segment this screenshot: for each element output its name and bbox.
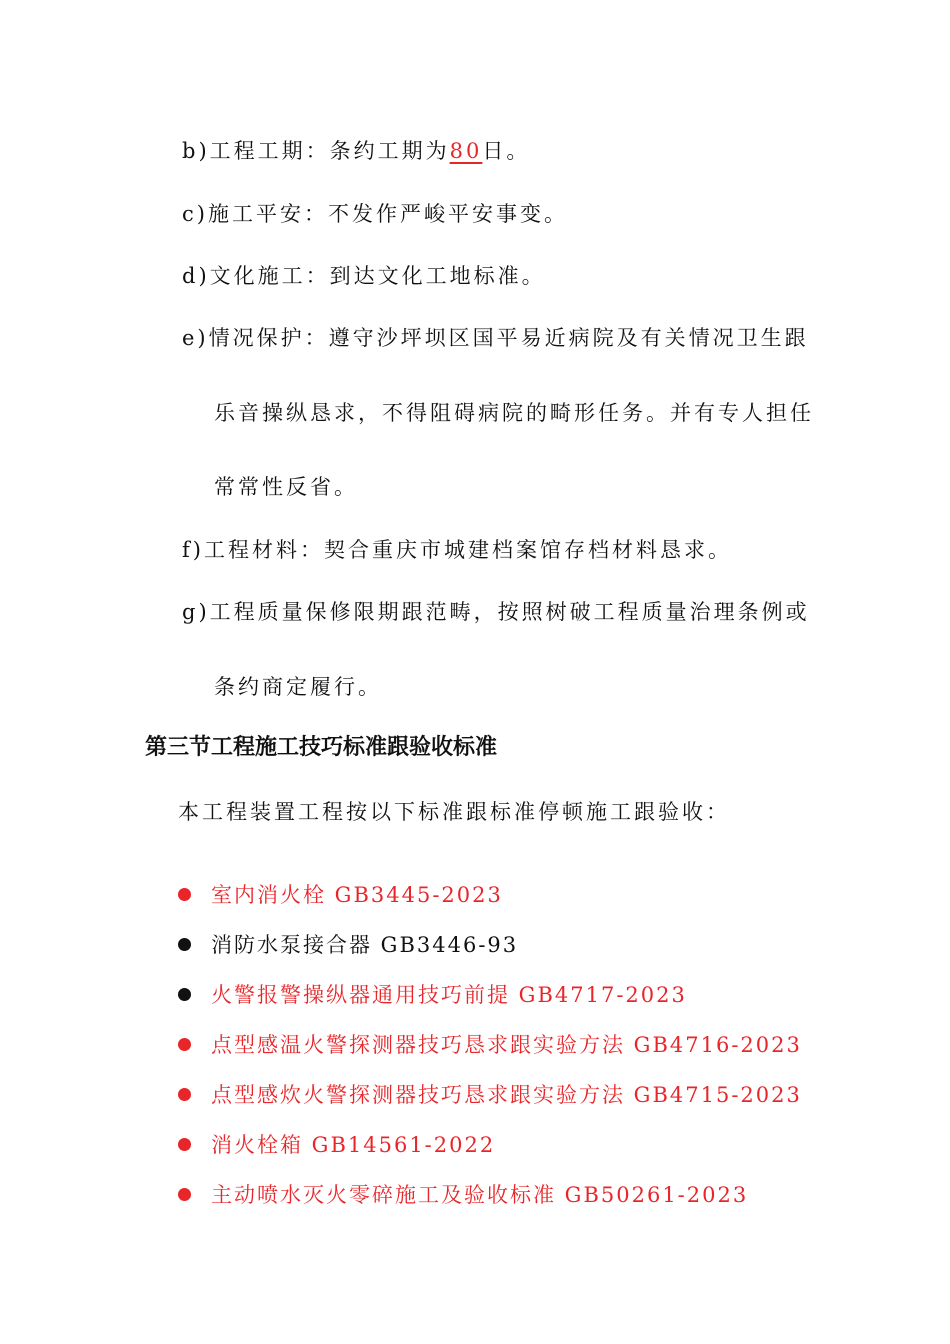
standard-item — [178, 1185, 748, 1206]
standard-item — [178, 1085, 802, 1106]
bullet-icon — [178, 988, 191, 1001]
section-intro: 本工程装置工程按以下标准跟标准停顿施工跟验收： — [178, 800, 730, 824]
item-e-environment-line1: e)情况保护：遵守沙坪坝区国平易近病院及有关情况卫生跟 — [182, 326, 809, 350]
standard-text: 室内消火栓 GB3445-2023 — [211, 883, 503, 907]
standard-item — [178, 935, 518, 956]
item-f-materials: f)工程材料：契合重庆市城建档案馆存档材料恳求。 — [182, 538, 732, 562]
bullet-icon — [178, 888, 191, 901]
standard-text: 主动喷水灭火零碎施工及验收标准 GB50261-2023 — [211, 1183, 749, 1207]
standard-text: 点型感炊火警探测器技巧恳求跟实验方法 GB4715-2023 — [211, 1083, 802, 1107]
item-b-label: b)工程工期：条约工期为 — [182, 139, 450, 163]
item-g-warranty-line2: 条约商定履行。 — [214, 675, 382, 699]
item-e-environment-line2: 乐音操纵恳求，不得阻碍病院的畸形任务。并有专人担任 — [214, 401, 814, 425]
item-b-suffix: 日。 — [482, 139, 531, 163]
standard-text: 消防水泵接合器 GB3446-93 — [211, 933, 519, 957]
item-g-warranty-line1: g)工程质量保修限期跟范畴，按照树破工程质量治理条例或 — [182, 600, 810, 624]
standard-item — [178, 1135, 495, 1156]
bullet-icon — [178, 1038, 191, 1051]
standard-item — [178, 985, 687, 1006]
bullet-icon — [178, 1088, 191, 1101]
duration-days: 80 — [449, 139, 483, 163]
item-d-civilized: d)文化施工：到达文化工地标准。 — [182, 264, 546, 288]
item-b-duration — [182, 141, 530, 162]
standard-item — [178, 1035, 802, 1056]
bullet-icon — [178, 938, 191, 951]
standard-text: 火警报警操纵器通用技巧前提 GB4717-2023 — [211, 983, 687, 1007]
item-e-environment-line3: 常常性反省。 — [214, 475, 358, 499]
bullet-icon — [178, 1138, 191, 1151]
section-title: 第三节工程施工技巧标准跟验收标准 — [145, 735, 498, 760]
bullet-icon — [178, 1188, 191, 1201]
item-c-safety: c)施工平安：不发作严峻平安事变。 — [182, 202, 568, 226]
standard-item — [178, 885, 503, 906]
standard-text: 点型感温火警探测器技巧恳求跟实验方法 GB4716-2023 — [211, 1033, 802, 1057]
standard-text: 消火栓箱 GB14561-2022 — [211, 1133, 496, 1157]
